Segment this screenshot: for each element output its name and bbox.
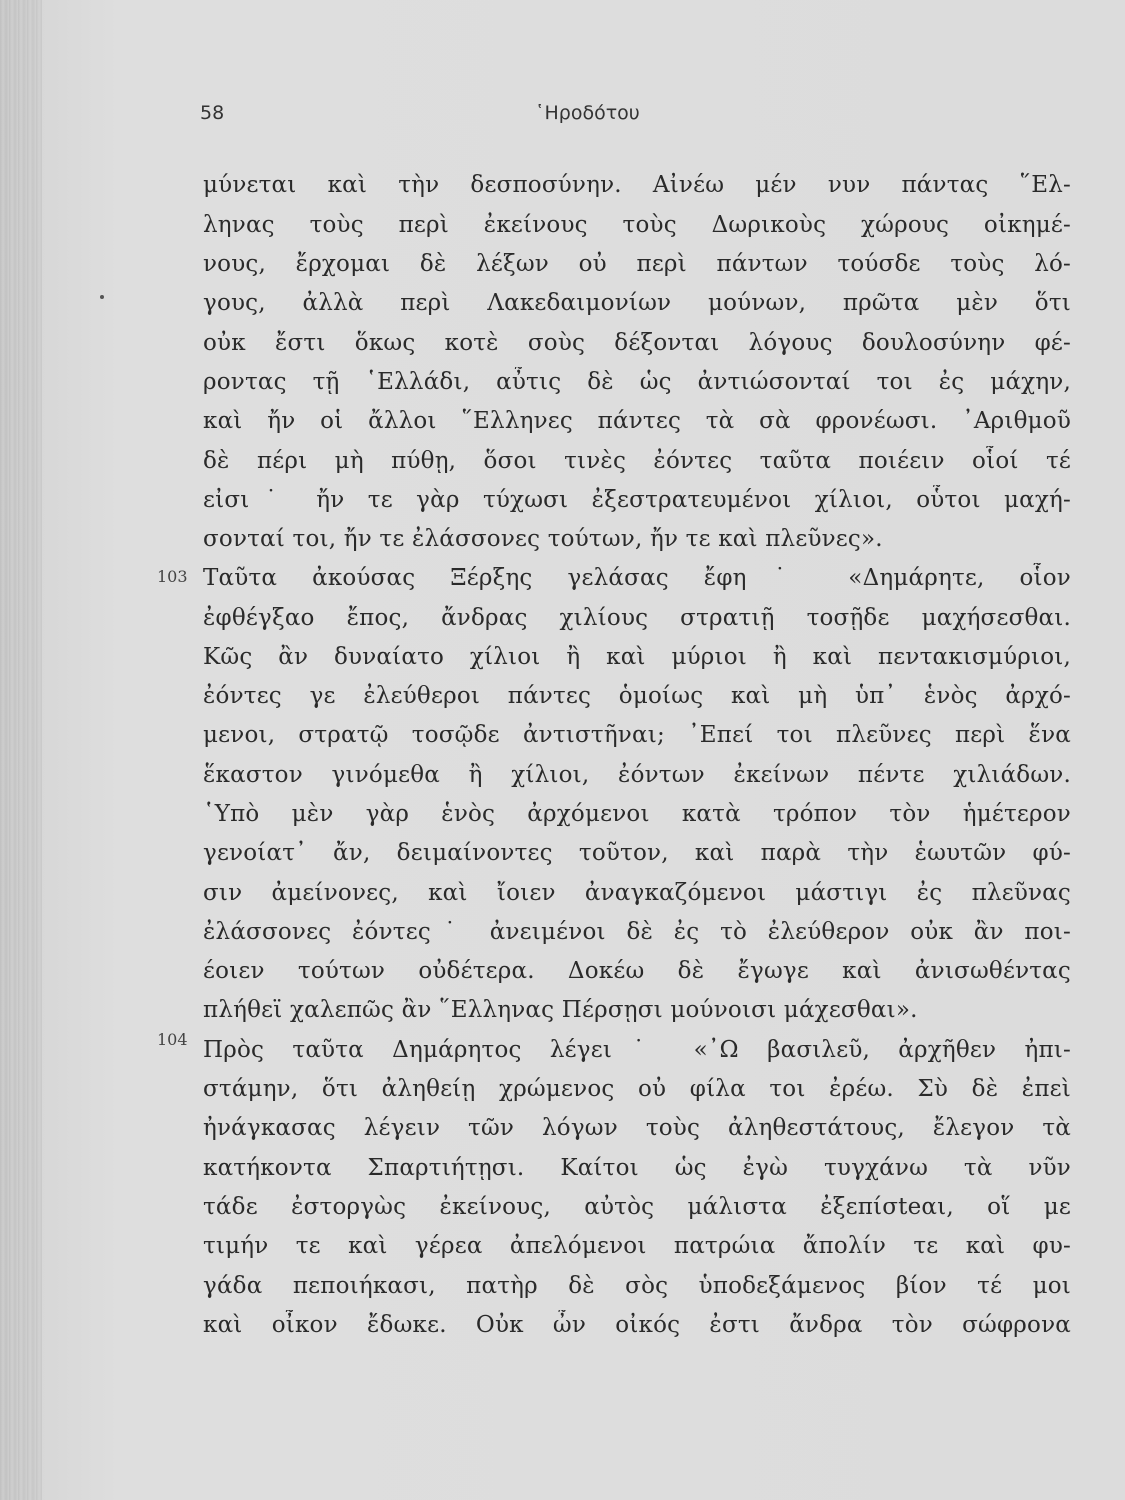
text-line-14: ἐόντες γε ἐλεύθεροι πάντες ὁμοίως καὶ μὴ ὑπ᾿ ἑνὸς ἀρχό-: [203, 683, 1071, 709]
text-line-1: μύνεται καὶ τὴν δεσποσύνην. Αἰνέω μέν νυν πάντας ῞Ελ-: [203, 172, 1071, 198]
text-line-28: τιμήν τε καὶ γέρεα ἀπελόμενοι πατρώια ἄπολίν τε καὶ φυ-: [203, 1233, 1071, 1259]
text-line-26: κατήκοντα Σπαρτιήτῃσι. Καίτοι ὡς ἐγὼ τυγχάνω τὰ νῦν: [203, 1155, 1071, 1181]
text-line-3: νους, ἔρχομαι δὲ λέξων οὐ περὶ πάντων τούσδε τοὺς λό-: [203, 251, 1071, 277]
text-line-10: σονταί τοι, ἤν τε ἐλάσσονες τούτων, ἤν τε καὶ πλεῦνες».: [203, 526, 883, 552]
text-line-5: οὐκ ἔστι ὅκως κοτὲ σοὺς δέξονται λόγους δουλοσύνην φέ-: [203, 330, 1071, 356]
text-line-8: δὲ πέρι μὴ πύθῃ, ὅσοι τινὲς ἐόντες ταῦτα ποιέειν οἷοί τέ: [203, 448, 1071, 474]
text-line-4: γους, ἀλλὰ περὶ Λακεδαιμονίων μούνων, πρῶτα μὲν ὅτι: [203, 290, 1071, 316]
text-line-18: γενοίατ᾿ ἄν, δειμαίνοντες τοῦτον, καὶ παρὰ τὴν ἑωυτῶν φύ-: [203, 840, 1071, 866]
text-line-24: στάμην, ὅτι ἀληθείῃ χρώμενος οὐ φίλα τοι ἐρέω. Σὺ δὲ ἐπεὶ: [203, 1076, 1071, 1102]
text-line-21: έοιεν τούτων οὐδέτερα. Δοκέω δὲ ἔγωγε καὶ ἀνισωθέντας: [203, 958, 1071, 984]
text-line-19: σιν ἀμείνονες, καὶ ἴοιεν ἀναγκαζόμενοι μάστιγι ἐς πλεῦνας: [203, 880, 1071, 906]
text-line-29: γάδα πεποιήκασι, πατὴρ δὲ σὸς ὑποδεξάμενος βίον τέ μοι: [203, 1273, 1071, 1299]
text-line-30: καὶ οἶκον ἔδωκε. Οὐκ ὦν οἰκός ἐστι ἄνδρα τὸν σώφρονα: [203, 1312, 1071, 1338]
text-line-23: Πρὸς ταῦτα Δημάρητος λέγει˙ «᾿Ω βασιλεῦ, ἀρχῆθεν ἠπι-: [203, 1037, 1071, 1063]
text-line-25: ἠνάγκασας λέγειν τῶν λόγων τοὺς ἀληθεστάτους, ἔλεγον τὰ: [203, 1115, 1071, 1141]
book-binding-edge: [0, 0, 42, 1500]
section-number-103: 103: [157, 567, 188, 586]
text-line-9: εἰσι˙ ἤν τε γὰρ τύχωσι ἐξεστρατευμένοι χίλιοι, οὗτοι μαχή-: [203, 487, 1071, 513]
page-number: 58: [200, 102, 225, 124]
text-line-11: Ταῦτα ἀκούσας Ξέρξης γελάσας ἔφη˙ «Δημάρητε, οἷον: [203, 565, 1071, 591]
text-line-13: Κῶς ἂν δυναίατο χίλιοι ἢ καὶ μύριοι ἢ καὶ πεντακισμύριοι,: [203, 644, 1071, 670]
text-line-6: ροντας τῇ ῾Ελλάδι, αὖτις δὲ ὡς ἀντιώσονταί τοι ἐς μάχην,: [203, 369, 1071, 395]
text-line-20: ἐλάσσονες ἐόντες˙ ἀνειμένοι δὲ ἐς τὸ ἐλεύθερον οὐκ ἂν ποι-: [203, 919, 1071, 945]
text-line-12: ἐφθέγξαο ἔπος, ἄνδρας χιλίους στρατιῇ τοσῇδε μαχήσεσθαι.: [203, 605, 1071, 631]
text-line-7: καὶ ἤν οἱ ἄλλοι ῞Ελληνες πάντες τὰ σὰ φρονέωσι. ᾿Αριθμοῦ: [203, 408, 1071, 434]
speck-mark: [100, 295, 104, 299]
running-title: ῾Ηροδότου: [535, 102, 640, 124]
section-number-104: 104: [157, 1030, 188, 1049]
text-line-15: μενοι, στρατῷ τοσῷδε ἀντιστῆναι; ᾿Επεί τοι πλεῦνες περὶ ἕνα: [203, 722, 1071, 748]
text-line-22: πλήθεϊ χαλεπῶς ἂν ῞Ελληνας Πέρσῃσι μούνοισι μάχεσθαι».: [203, 997, 918, 1023]
text-line-2: ληνας τοὺς περὶ ἐκείνους τοὺς Δωρικοὺς χώρους οἰκημέ-: [203, 212, 1071, 238]
text-line-16: ἕκαστον γινόμεθα ἢ χίλιοι, ἐόντων ἐκείνων πέντε χιλιάδων.: [203, 762, 1071, 788]
text-line-27: τάδε ἐστοργὼς ἐκείνους, αὐτὸς μάλιστα ἐξεπίσteαι, οἵ με: [203, 1194, 1071, 1220]
text-line-17: ῾Υπὸ μὲν γὰρ ἑνὸς ἀρχόμενοι κατὰ τρόπον τὸν ἡμέτερον: [203, 801, 1071, 827]
